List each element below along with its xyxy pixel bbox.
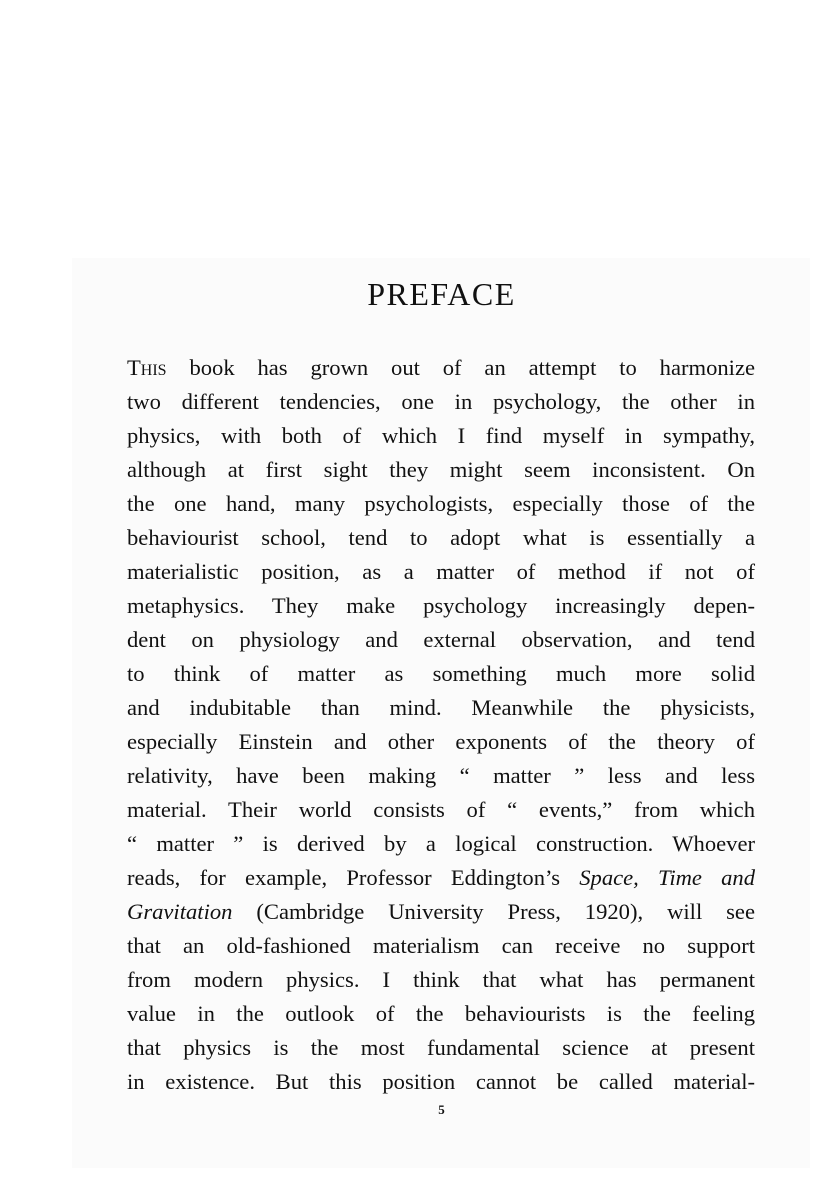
text-line (127, 861, 755, 895)
italic-book-title: Gravitation (127, 899, 233, 924)
text-line: “ matter ” is derived by a logical construction. Whoever (127, 831, 755, 856)
text-line: metaphysics. They make psychology increasingly depen- (127, 593, 755, 618)
text-line: value in the outlook of the behaviourists is the feeling (127, 1001, 755, 1026)
text-line: materialistic position, as a matter of method if not of (127, 559, 755, 584)
text-line: to think of matter as something much more solid (127, 661, 755, 686)
preface-body (127, 351, 755, 1099)
line-text: reads, for example, Professor Eddington’s (127, 865, 580, 890)
text-line: behaviourist school, tend to adopt what is essentially a (127, 525, 755, 550)
text-line (127, 895, 755, 929)
text-line: in existence. But this position cannot be called material- (127, 1069, 755, 1094)
text-line: and indubitable than mind. Meanwhile the physicists, (127, 695, 755, 720)
text-line: although at first sight they might seem inconsistent. On (127, 457, 755, 482)
page-title: PREFACE (367, 276, 516, 312)
text-line: that an old-fashioned materialism can receive no support (127, 933, 755, 958)
text-line: dent on physiology and external observation, and tend (127, 627, 755, 652)
line-text: book has grown out of an attempt to harmonize (166, 355, 755, 380)
italic-book-title: Space, Time and (579, 865, 755, 890)
text-line: two different tendencies, one in psychology, the other in (127, 389, 755, 414)
text-line: relativity, have been making “ matter ” less and less (127, 763, 755, 788)
page-number: 5 (438, 1102, 445, 1117)
text-line: that physics is the most fundamental science at present (127, 1035, 755, 1060)
lead-small-caps: This (127, 355, 167, 380)
line-text: (Cambridge University Press, 1920), will see (232, 899, 755, 924)
text-line: the one hand, many psychologists, especially those of the (127, 491, 755, 516)
text-line: material. Their world consists of “ events,” from which (127, 797, 755, 822)
text-line (127, 351, 755, 385)
text-line: especially Einstein and other exponents of the theory of (127, 729, 755, 754)
text-line: physics, with both of which I find myself in sympathy, (127, 423, 755, 448)
text-line: from modern physics. I think that what has permanent (127, 967, 755, 992)
